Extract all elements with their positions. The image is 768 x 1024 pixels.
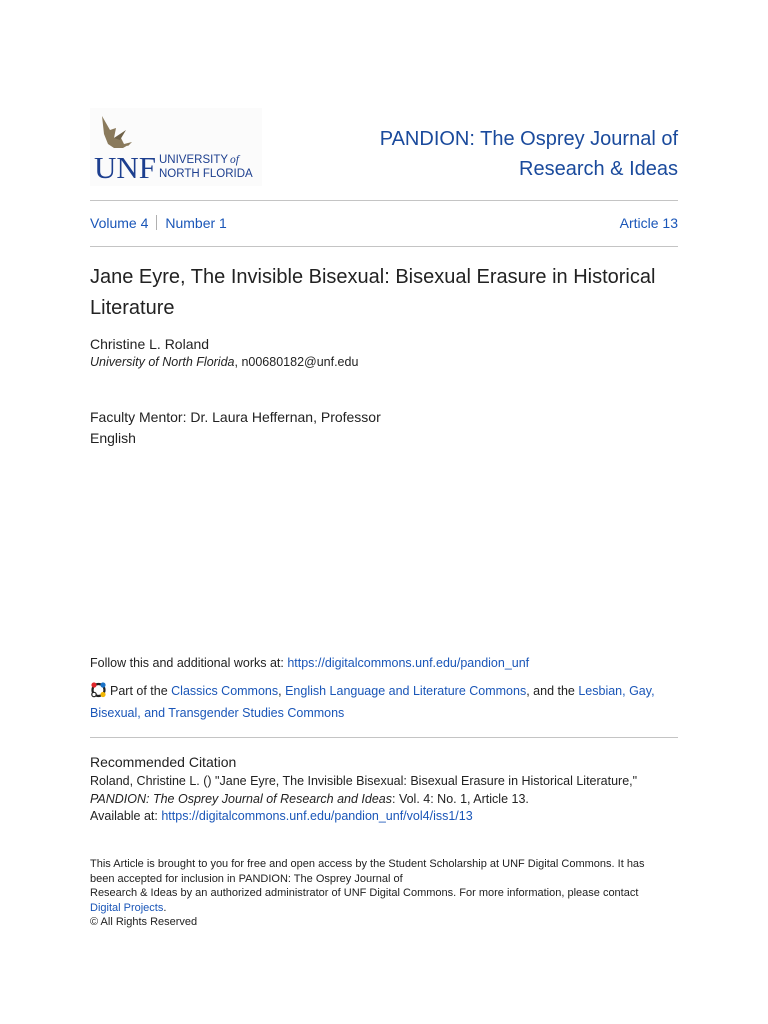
- lgbt-commons-link[interactable]: Lesbian, Gay, Bisexual, and Transgender Studies Commons: [90, 684, 655, 720]
- author-affiliation: [90, 354, 358, 371]
- access-notice: [90, 857, 678, 930]
- citation-line2: [90, 791, 678, 809]
- part-of-separator: , and the: [526, 684, 579, 698]
- digital-projects-link[interactable]: Digital Projects: [90, 901, 164, 914]
- number-link[interactable]: Number 1: [165, 215, 227, 231]
- cover-page: [90, 0, 678, 1024]
- mentor-block: [90, 407, 381, 449]
- available-label: Available at:: [90, 809, 162, 823]
- network-commons-icon: [90, 681, 107, 698]
- journal-title[interactable]: [348, 124, 678, 184]
- author-name: Christine L. Roland: [90, 336, 210, 352]
- logo-line2: NORTH FLORIDA: [159, 168, 253, 180]
- citation-line1: Roland, Christine L. () "Jane Eyre, The Invisible Bisexual: Bisexual Erasure in Historical Literature,": [90, 774, 638, 788]
- follow-line: [90, 655, 529, 672]
- citation-text: [90, 773, 678, 826]
- rights-statement: © All Rights Reserved: [90, 916, 198, 929]
- article-link[interactable]: Article 13: [619, 215, 678, 231]
- author-email: n00680182@unf.edu: [241, 355, 359, 369]
- logo-line1: UNIVERSITY of: [159, 154, 239, 166]
- recommended-citation-heading: Recommended Citation: [90, 754, 237, 770]
- volume-link[interactable]: Volume 4: [90, 215, 149, 231]
- affiliation-separator: ,: [234, 355, 242, 369]
- citation-url-link[interactable]: https://digitalcommons.unf.edu/pandion_unf/vol4/iss1/13: [161, 809, 473, 823]
- notice-line3: Research & Ideas by an authorized administrator of UNF Digital Commons. For more information, please contact: [90, 887, 639, 900]
- part-of-separator: ,: [278, 684, 286, 698]
- notice-period: .: [163, 901, 167, 914]
- notice-line1: This Article is brought to you for free and open access by the Student Scholarship at UNF Digital Commons. It has: [90, 858, 645, 870]
- citation-line3: [90, 808, 678, 826]
- issue-bar: [90, 213, 678, 233]
- citation-volume: : Vol. 4: No. 1, Article 13.: [392, 791, 529, 806]
- unf-logo[interactable]: [90, 108, 262, 186]
- part-of-prefix: Part of the: [110, 684, 172, 698]
- divider: [90, 246, 678, 247]
- notice-line2: been accepted for inclusion in PANDION: The Osprey Journal of: [90, 872, 403, 885]
- article-title: Jane Eyre, The Invisible Bisexual: Bisexual Erasure in Historical Literature: [90, 266, 656, 319]
- journal-title-line2[interactable]: Research & Ideas: [519, 158, 678, 180]
- divider: [90, 200, 678, 201]
- faculty-mentor: Faculty Mentor: Dr. Laura Heffernan, Professor: [90, 409, 381, 425]
- logo-wordmark: UNF: [94, 150, 157, 185]
- journal-title-line1[interactable]: PANDION: The Osprey Journal of: [379, 128, 678, 150]
- separator: [156, 215, 157, 230]
- citation-journal: PANDION: The Osprey Journal of Research and Ideas: [90, 791, 392, 806]
- part-of-commons: [90, 680, 678, 724]
- classics-commons-link[interactable]: Classics Commons: [171, 684, 279, 698]
- notice-line4: [90, 901, 678, 916]
- follow-url-link[interactable]: https://digitalcommons.unf.edu/pandion_unf: [287, 656, 530, 670]
- english-commons-link[interactable]: English Language and Literature Commons: [285, 684, 527, 698]
- divider: [90, 737, 678, 738]
- follow-label: Follow this and additional works at:: [90, 656, 288, 670]
- department: English: [90, 430, 136, 446]
- affiliation-name: University of North Florida: [90, 355, 235, 369]
